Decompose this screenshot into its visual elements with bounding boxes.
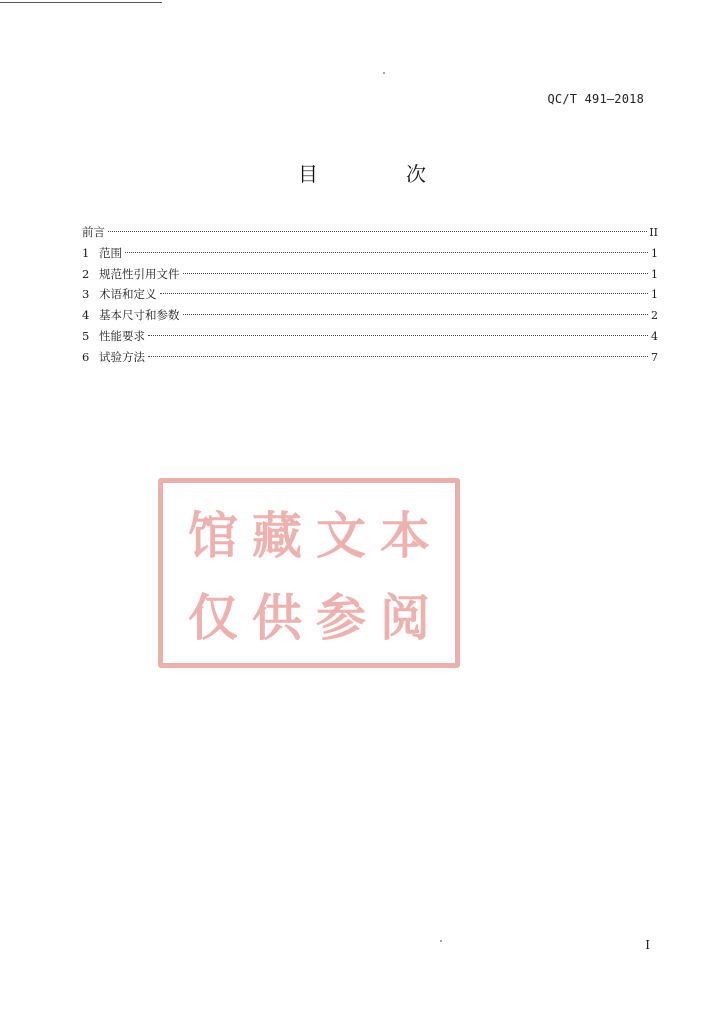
toc-entry-number: 4 — [82, 308, 90, 323]
toc-entry-label: 试验方法 — [99, 349, 145, 364]
toc-entry-label: 基本尺寸和参数 — [99, 308, 180, 323]
scan-speck — [440, 940, 442, 942]
toc-entry-terms-definitions[interactable] — [82, 284, 658, 305]
dot-leader — [148, 356, 648, 357]
toc-entry-label: 术语和定义 — [99, 287, 157, 302]
dot-leader — [148, 335, 648, 336]
toc-entry-page: 1 — [651, 246, 658, 260]
toc-entry-page: 1 — [651, 288, 658, 302]
toc-entry-number: 6 — [82, 349, 90, 364]
toc-entry-test-methods[interactable] — [82, 347, 658, 368]
scan-speck — [383, 72, 385, 74]
dot-leader — [108, 231, 647, 232]
toc-entry-normative-references[interactable] — [82, 264, 658, 285]
toc-list — [82, 222, 658, 368]
standard-number: QC/T 491—2018 — [547, 92, 644, 106]
toc-entry-scope[interactable] — [82, 243, 658, 264]
toc-entry-foreword[interactable] — [82, 222, 658, 243]
dot-leader — [160, 293, 649, 294]
toc-entry-page: 7 — [651, 350, 658, 364]
stamp-line-2: 仅供参阅 — [188, 588, 444, 647]
dot-leader — [183, 273, 649, 274]
toc-entry-dimensions-parameters[interactable] — [82, 305, 658, 326]
toc-entry-label: 规范性引用文件 — [99, 266, 180, 281]
stamp-line-1: 馆藏文本 — [188, 506, 444, 565]
toc-entry-page: II — [649, 226, 658, 239]
dot-leader — [125, 252, 648, 253]
dot-leader — [183, 314, 649, 315]
scan-artifact-line — [0, 2, 162, 3]
toc-title: 目 次 — [298, 162, 460, 186]
toc-entry-page: 4 — [651, 329, 658, 343]
toc-entry-number: 3 — [82, 287, 90, 302]
toc-entry-page: 2 — [651, 309, 658, 323]
page-number: I — [645, 938, 650, 952]
toc-entry-label: 前言 — [82, 225, 105, 239]
toc-entry-number: 2 — [82, 266, 90, 281]
toc-entry-page: 1 — [651, 267, 658, 281]
toc-entry-performance-requirements[interactable] — [82, 326, 658, 347]
toc-entry-label: 性能要求 — [99, 328, 145, 343]
library-stamp — [158, 478, 460, 668]
toc-entry-number: 5 — [82, 328, 90, 343]
toc-entry-number: 1 — [82, 245, 90, 260]
toc-entry-label: 范围 — [99, 245, 122, 260]
